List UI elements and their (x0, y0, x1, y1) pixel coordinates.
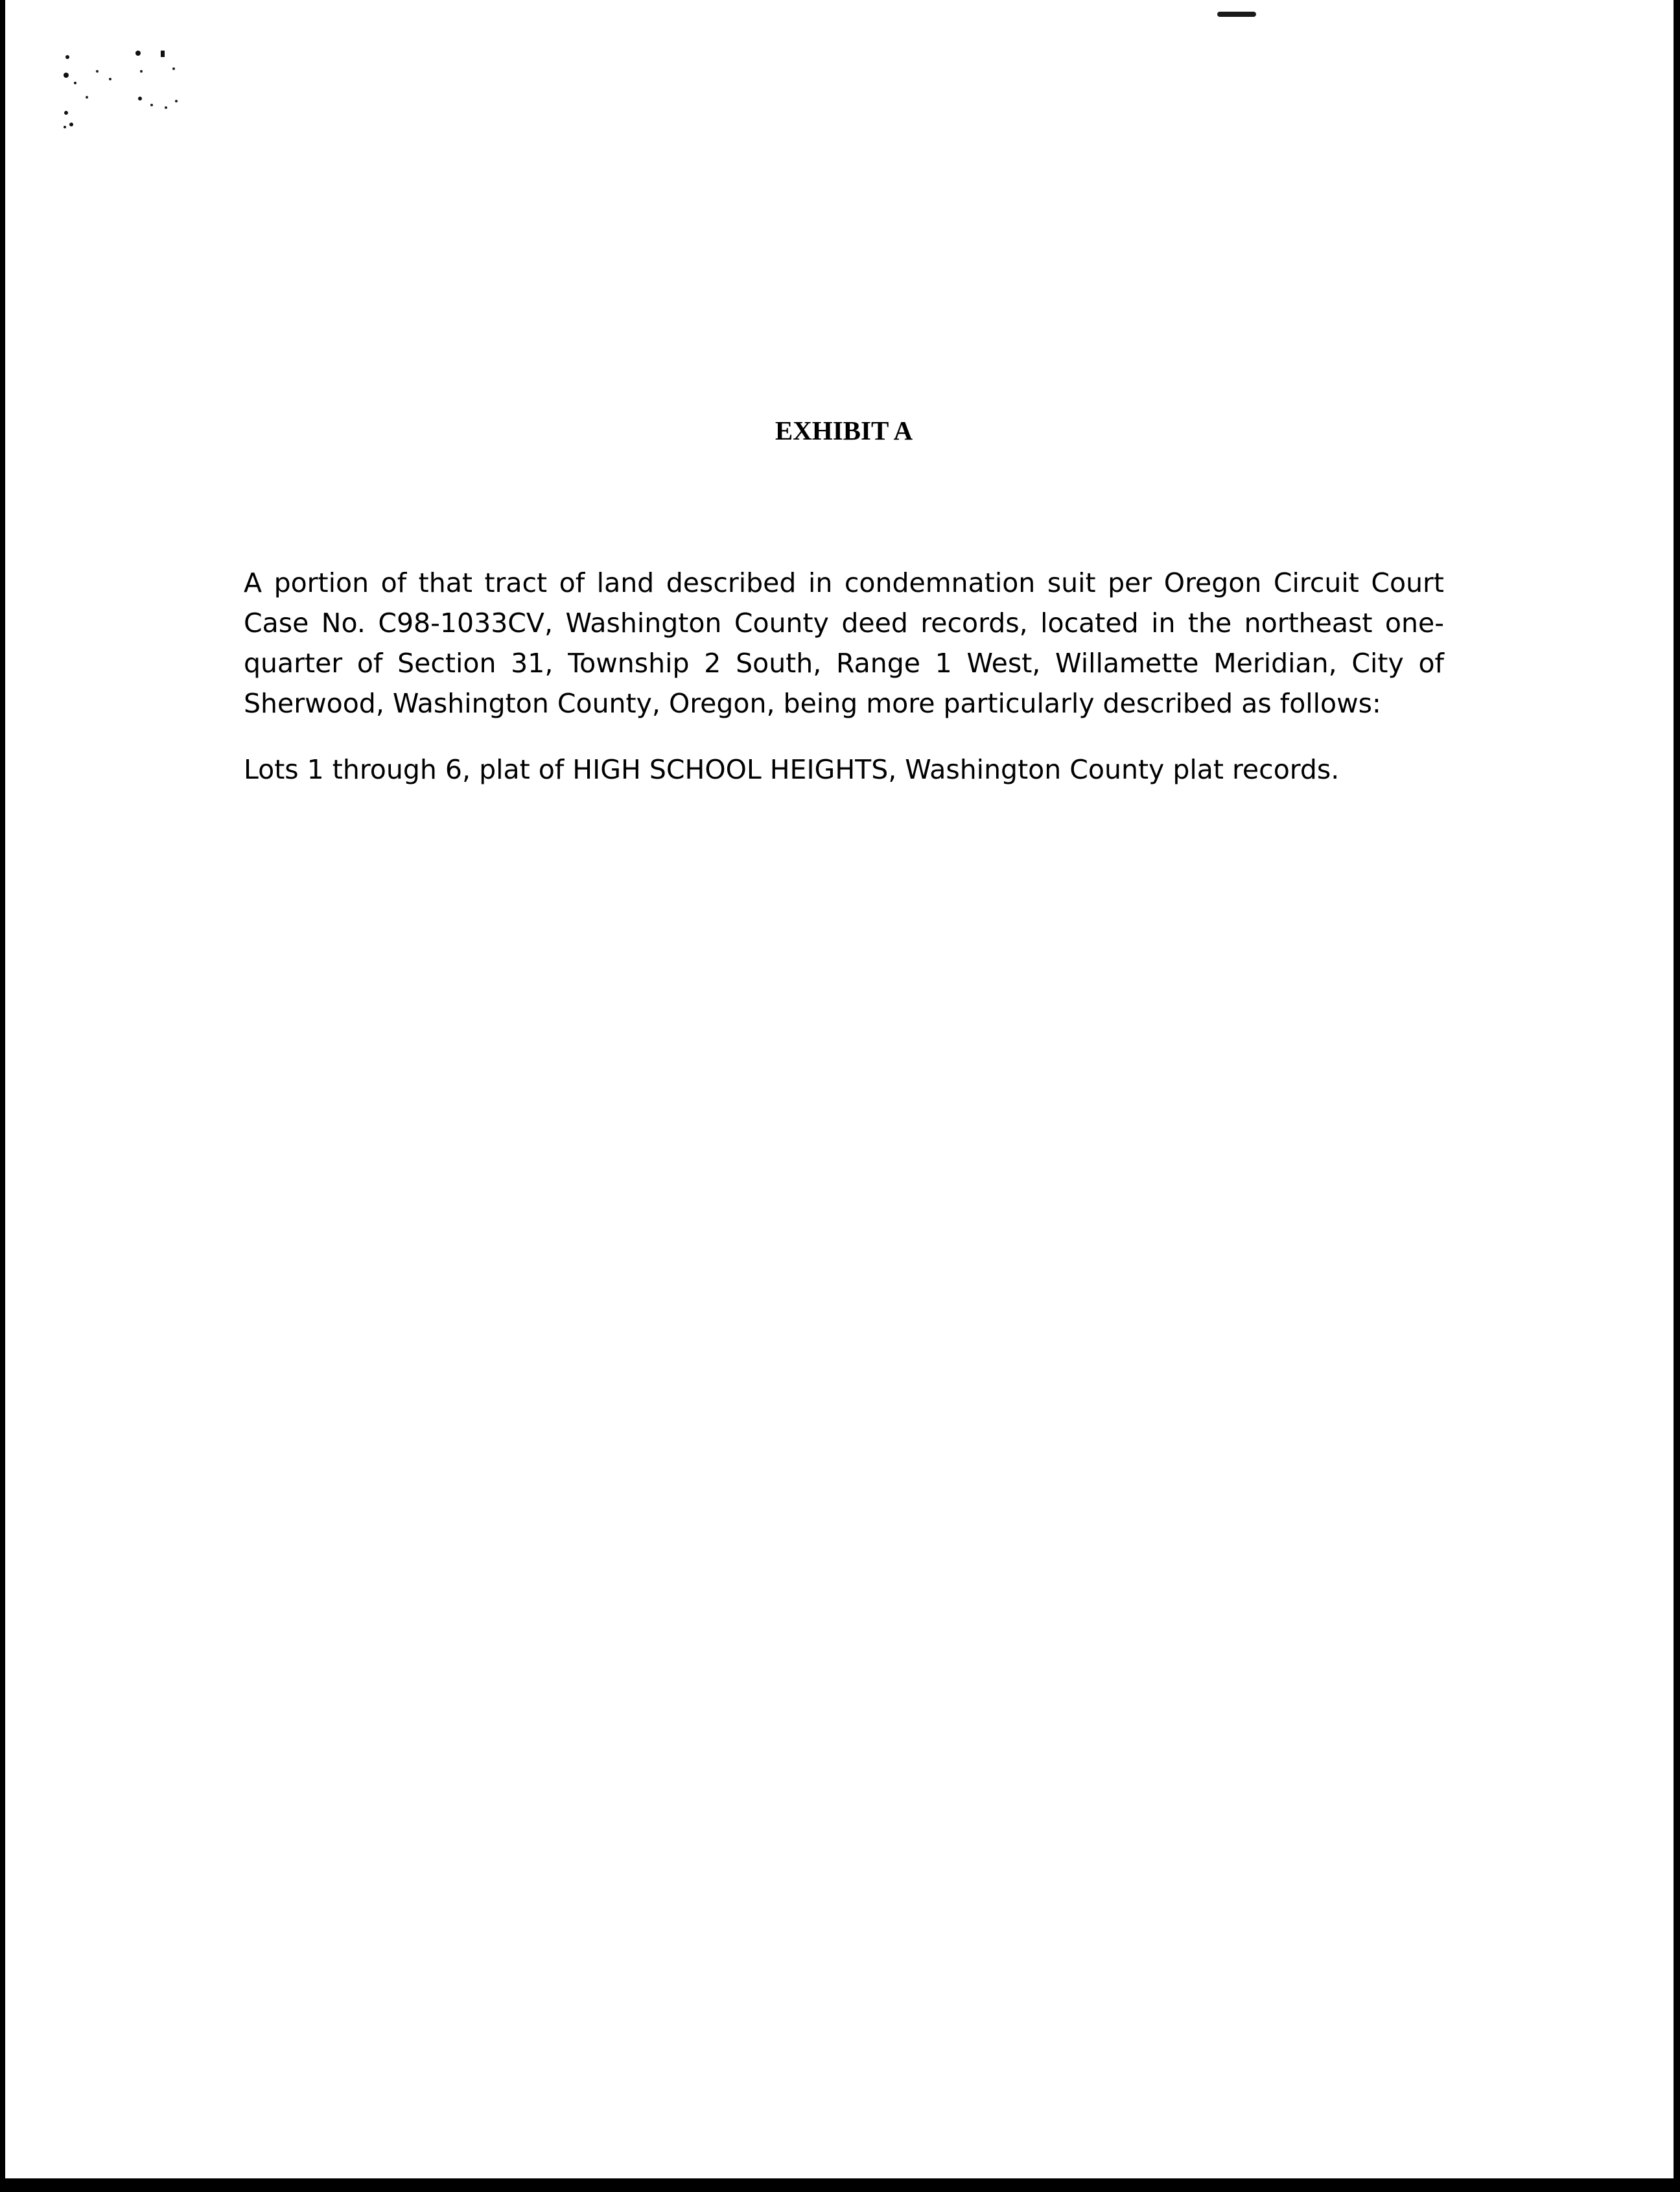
document-page (5, 0, 1674, 2178)
exhibit-title: EXHIBIT A (775, 416, 913, 445)
legal-description-paragraph: A portion of that tract of land described in condemnation suit per Oregon Circuit Court Case No. C98-1033CV, Washington County deed records, located in the northeast one-quarter of Section 31, Township 2 South, Range 1 West, Willamette Meridian, City of Sherwood, Washington County, Oregon, being more particularly described as follows: (244, 567, 1444, 719)
scan-mark (1217, 12, 1256, 17)
scan-specks (57, 45, 187, 136)
lots-paragraph: Lots 1 through 6, plat of HIGH SCHOOL HEIGHTS, Washington County plat records. (244, 754, 1340, 785)
